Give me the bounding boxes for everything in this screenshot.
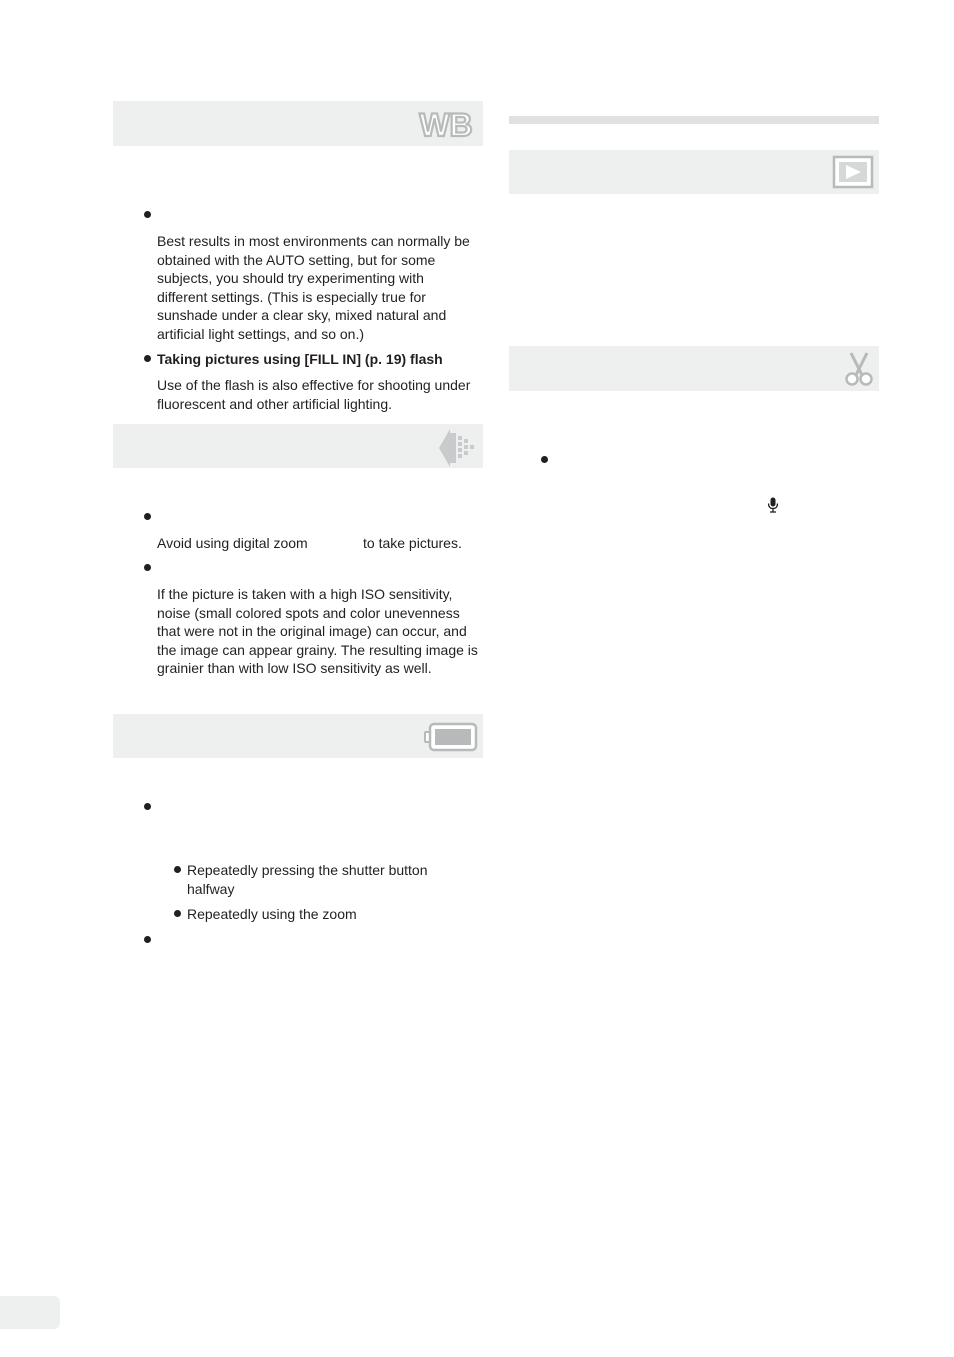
battery-sub-bullet-1 bbox=[174, 866, 181, 873]
fill-in-flash-text: Use of the flash is also effective for shooting under fluorescent and other artificial lighting. bbox=[157, 377, 471, 412]
wb-body-text: Best results in most environments can normally be obtained with the AUTO setting, but for some subjects, you should try experimenting with different settings. (This is especially true for sunshade under a clear sky, mixed natural and artificial light settings, and so on.) bbox=[157, 233, 470, 342]
wb-icon bbox=[413, 107, 479, 141]
wb-bullet-2 bbox=[144, 355, 151, 362]
battery-bullet-2 bbox=[144, 936, 151, 943]
iso-text: If the picture is taken with a high ISO sensitivity, noise (small colored spots and color unevenness that were not in the original image) can occur, and the image can appear grainy. The resulting image is grainier than with low ISO sensitivity as well. bbox=[157, 586, 478, 676]
right-column-top-bar bbox=[509, 116, 879, 124]
edit-section-header bbox=[509, 346, 879, 391]
battery-sub-bullet-2 bbox=[174, 910, 181, 917]
grain-section-header bbox=[113, 424, 483, 468]
microphone-icon bbox=[767, 497, 779, 513]
grain-arrow-icon bbox=[436, 429, 478, 467]
edit-bullet-1 bbox=[541, 456, 548, 463]
page-number-tab bbox=[0, 1296, 60, 1329]
grain-bullet-2 bbox=[144, 564, 151, 571]
digital-zoom-text-after: to take pictures. bbox=[363, 535, 462, 551]
playback-icon bbox=[832, 155, 874, 189]
battery-icon bbox=[424, 722, 478, 752]
battery-sub-item-1: Repeatedly pressing the shutter button halfway bbox=[187, 862, 428, 897]
wb-bullet-1 bbox=[144, 211, 151, 218]
digital-zoom-text-before: Avoid using digital zoom bbox=[157, 535, 308, 551]
fill-in-flash-title: Taking pictures using [FILL IN] (p. 19) flash bbox=[157, 351, 443, 367]
playback-section-header bbox=[509, 150, 879, 194]
battery-sub-item-2: Repeatedly using the zoom bbox=[187, 906, 357, 922]
grain-bullet-1 bbox=[144, 513, 151, 520]
battery-bullet-1 bbox=[144, 803, 151, 810]
scissors-icon bbox=[842, 351, 876, 387]
wb-icon-text: WB bbox=[419, 107, 473, 141]
